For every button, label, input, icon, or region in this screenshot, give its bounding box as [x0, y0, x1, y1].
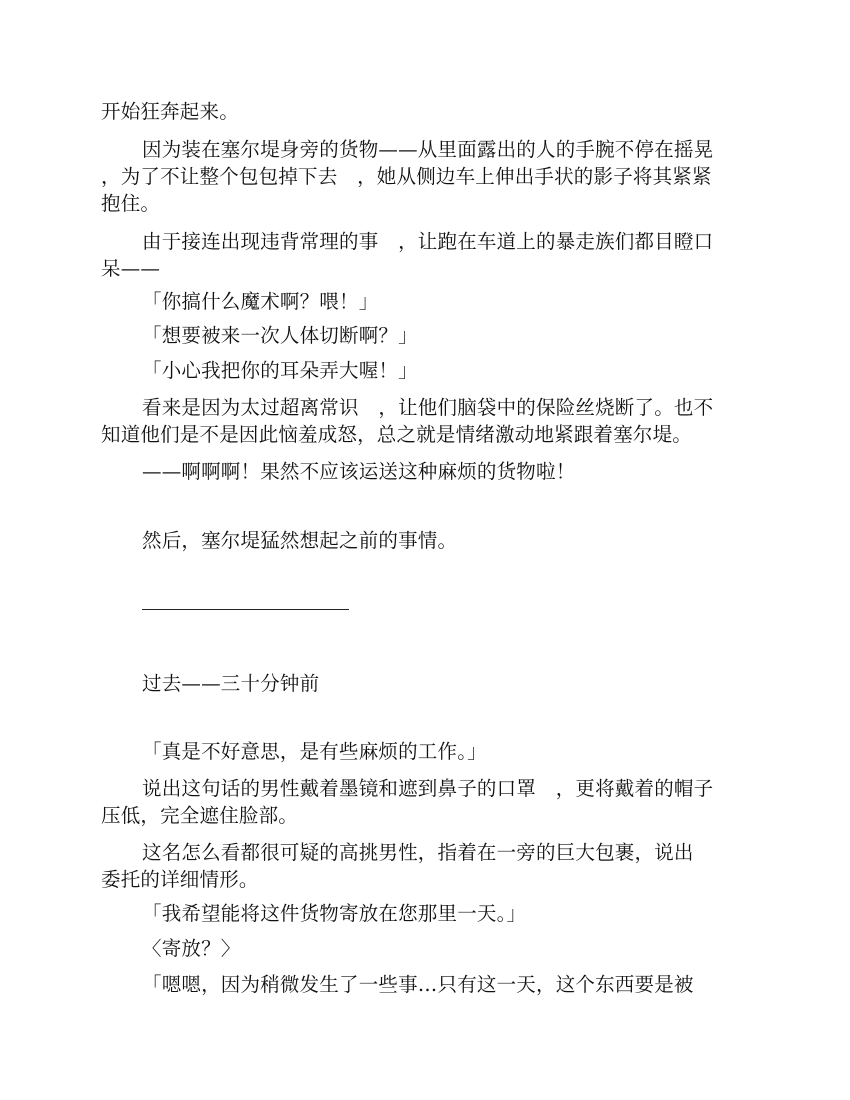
- text-line: 看来是因为太过超离常识 ，让他们脑袋中的保险丝烧断了。也不: [142, 396, 714, 419]
- text-line: 委托的详细情形。: [101, 868, 259, 891]
- text-line: 开始狂奔起来。: [101, 100, 239, 123]
- section-heading: 过去——三十分钟前: [142, 672, 320, 695]
- dialogue-line: 「小心我把你的耳朵弄大喔！」: [142, 359, 418, 382]
- text-line: 因为装在塞尔堤身旁的货物——从里面露出的人的手腕不停在摇晃: [142, 138, 714, 161]
- text-line: 压低，完全遮住脸部。: [101, 804, 299, 827]
- text-line: 说出这句话的男性戴着墨镜和遮到鼻子的口罩 ，更将戴着的帽子: [142, 777, 714, 800]
- dialogue-line: 「你搞什么魔术啊？喂！」: [142, 290, 379, 313]
- text-line: 这名怎么看都很可疑的高挑男性，指着在一旁的巨大包裹，说出: [142, 841, 694, 864]
- dialogue-line: 「嗯嗯，因为稍微发生了一些事…只有这一天，这个东西要是被: [142, 973, 694, 996]
- dialogue-line: 「我希望能将这件货物寄放在您那里一天。」: [142, 902, 527, 925]
- dialogue-line: 「想要被来一次人体切断啊？」: [142, 324, 418, 347]
- text-line: 由于接连出现违背常理的事 ，让跑在车道上的暴走族们都目瞪口: [142, 230, 714, 253]
- text-line: ，为了不让整个包包掉下去 ，她从侧边车上伸出手状的影子将其紧紧: [101, 165, 712, 188]
- text-line: 抱住。: [101, 192, 161, 215]
- section-divider: [142, 609, 349, 610]
- dialogue-line: 〈寄放？〉: [142, 937, 241, 960]
- text-line: 知道他们是不是因此恼羞成怒，总之就是情绪激动地紧跟着塞尔堤。: [101, 423, 693, 446]
- text-line: 呆——: [101, 257, 161, 280]
- text-line: 然后，塞尔堤猛然想起之前的事情。: [142, 529, 458, 552]
- dialogue-line: 「真是不好意思，是有些麻烦的工作。」: [142, 740, 487, 763]
- text-line: ——啊啊啊！果然不应该运送这种麻烦的货物啦！: [142, 460, 576, 483]
